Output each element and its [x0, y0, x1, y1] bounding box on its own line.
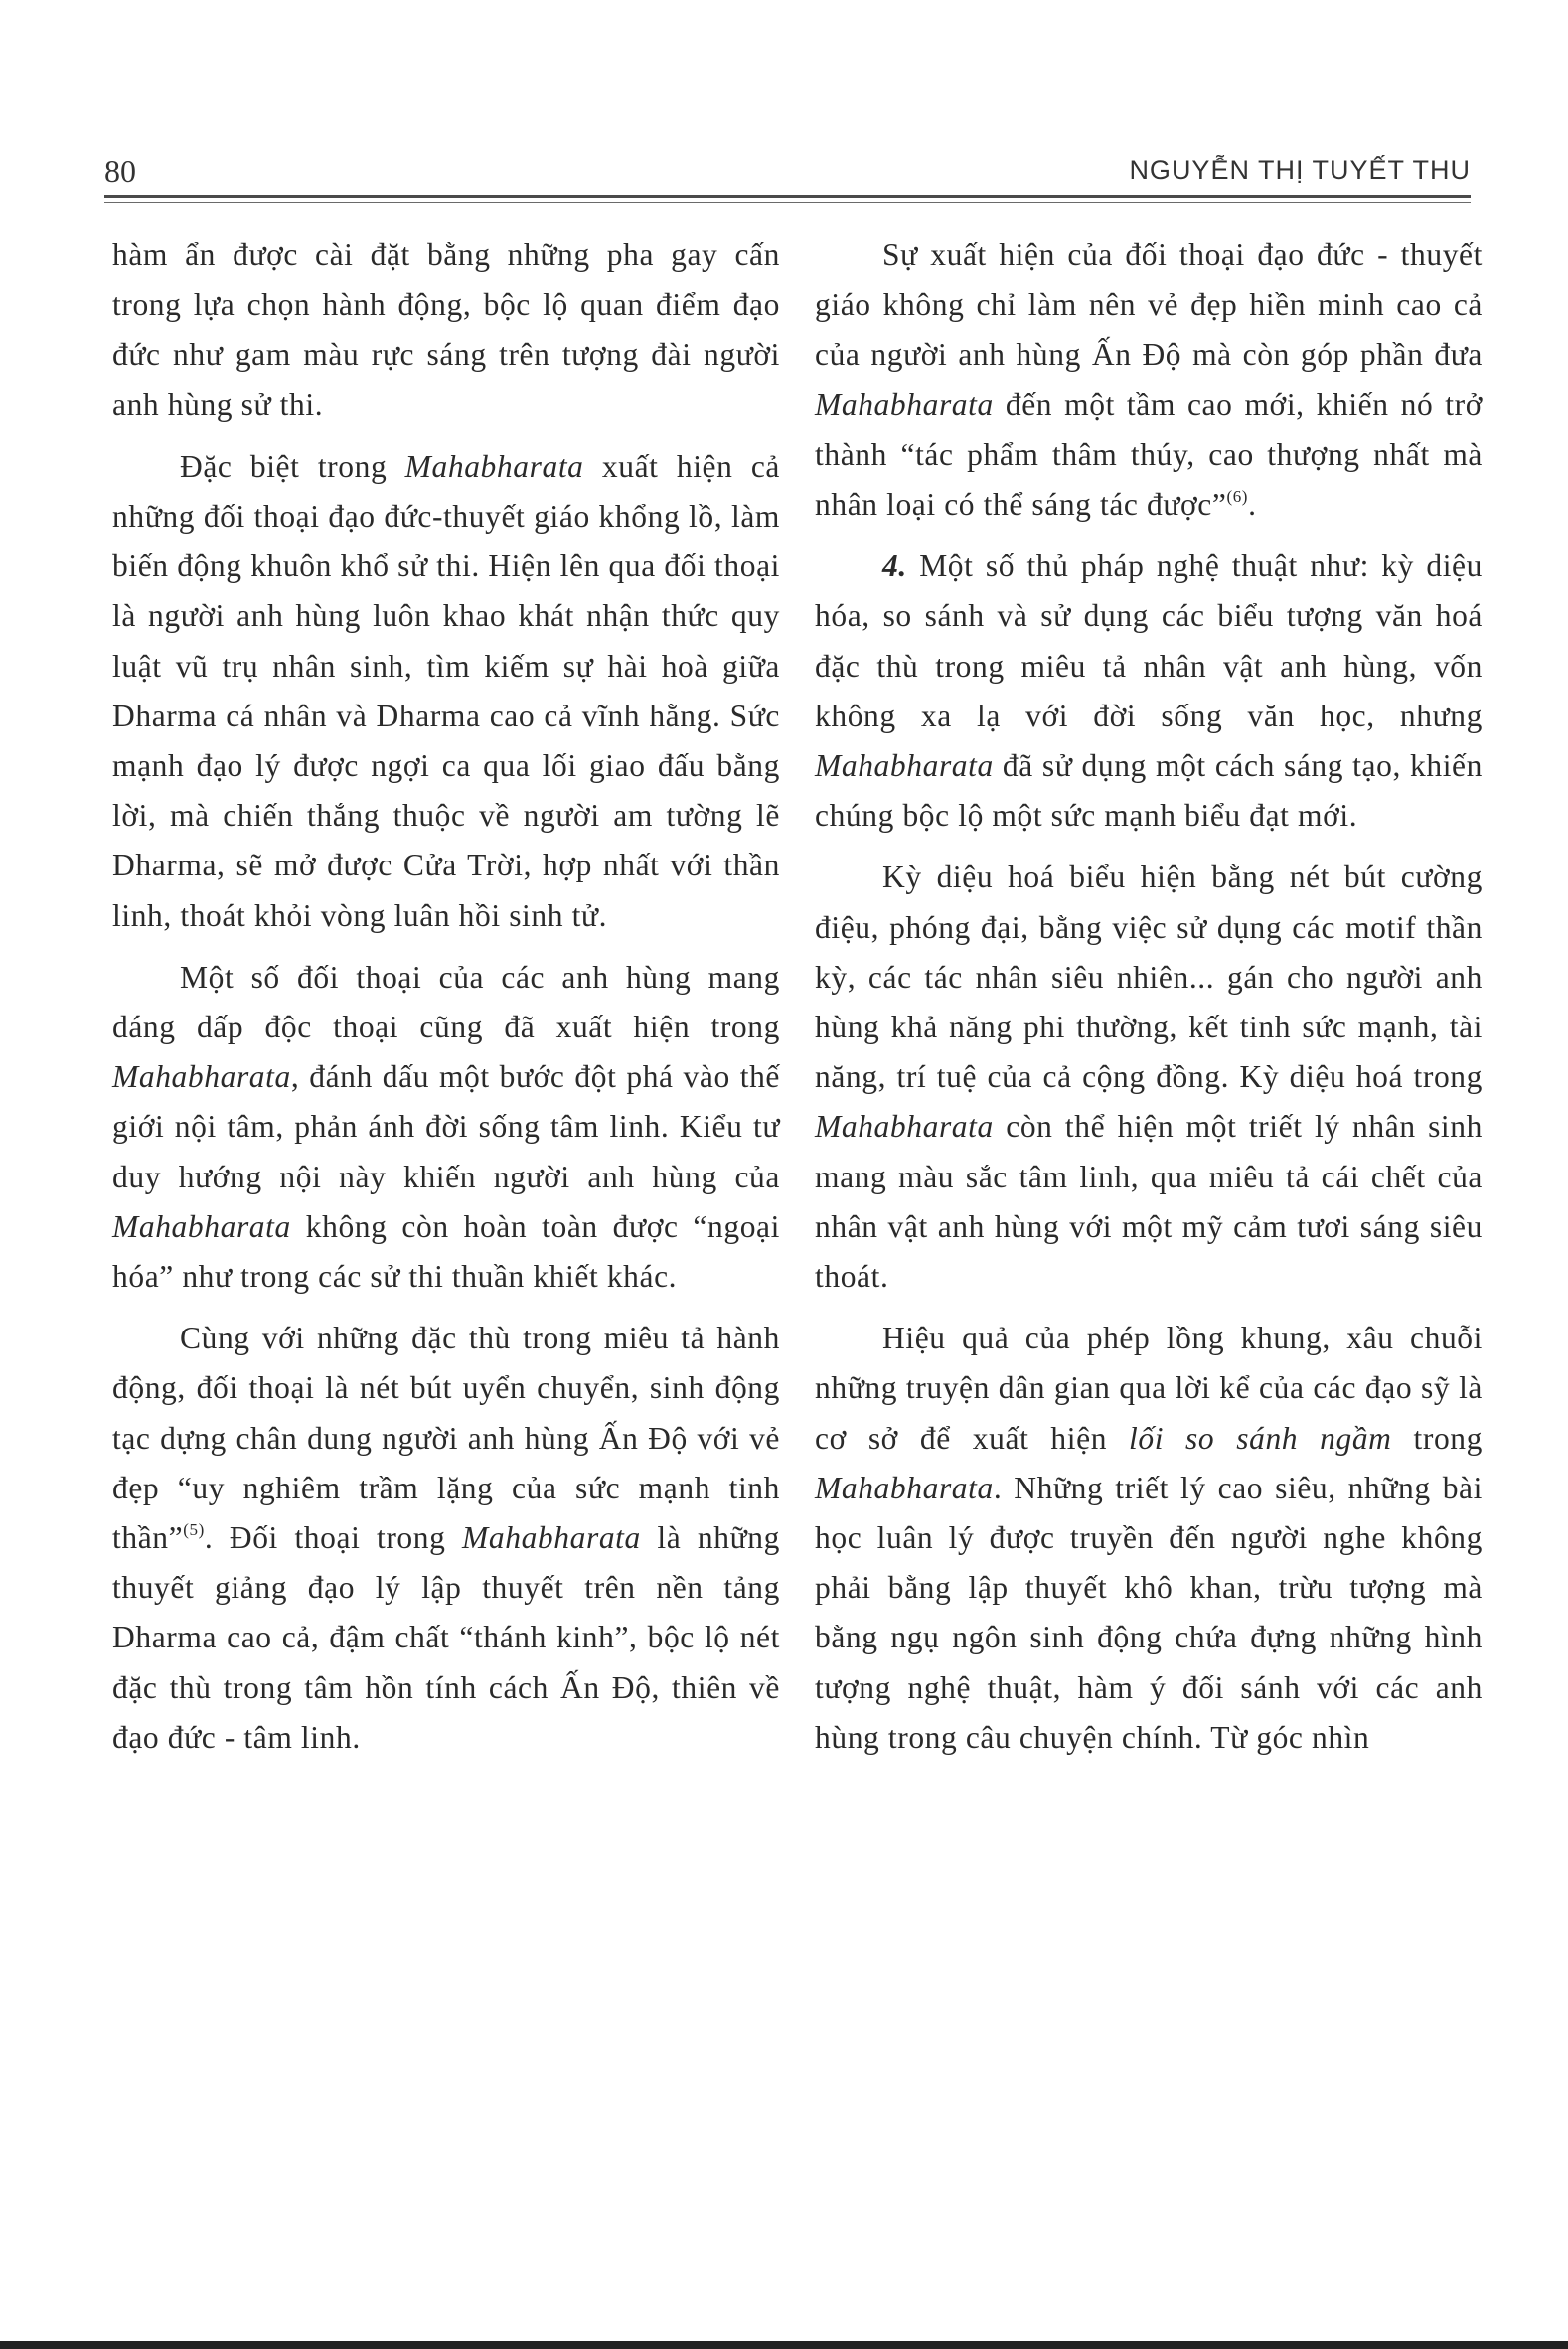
paragraph: Hiệu quả của phép lồng khung, xâu chuỗi những truyện dân gian qua lời kể của các đạo sỹ là cơ sở để xuất hiện lối so sánh ngầm trong Mahabharata. Những triết lý cao siêu, những bài học luân lý được truyền đến người nghe không phải bằng lập thuyết khô khan, trừu tượng mà bằng ngụ ngôn sinh động chứa đựng những hình tượng nghệ thuật, hàm ý đối sánh với các anh hùng trong câu chuyện chính. Từ góc nhìn: [815, 1321, 1483, 1755]
paragraph: hàm ẩn được cài đặt bằng những pha gay cấn trong lựa chọn hành động, bộc lộ quan điểm đạo đức như gam màu rực sáng trên tượng đài người anh hùng sử thi.: [112, 237, 780, 422]
page-number: 80: [104, 153, 136, 189]
left-column: [112, 231, 780, 1763]
paragraph: Sự xuất hiện của đối thoại đạo đức - thuyết giáo không chỉ làm nên vẻ đẹp hiền minh cao cả của người anh hùng Ấn Độ mà còn góp phần đưa Mahabharata đến một tầm cao mới, khiến nó trở thành “tác phẩm thâm thúy, cao thượng nhất mà nhân loại có thể sáng tác được”$^{(6)}$.: [815, 237, 1483, 523]
page-header: [104, 149, 1471, 193]
paragraph: Cùng với những đặc thù trong miêu tả hành động, đối thoại là nét bút uyển chuyển, sinh động tạc dựng chân dung người anh hùng Ấn Độ với vẻ đẹp “uy nghiêm trầm lặng của sức mạnh tinh thần”$^{(5)}$. Đối thoại trong Mahabharata là những thuyết giảng đạo lý lập thuyết trên nền tảng Dharma cao cả, đậm chất “thánh kinh”, bộc lộ nét đặc thù trong tâm hồn tính cách Ấn Độ, thiên về đạo đức - tâm linh.: [112, 1321, 780, 1755]
header-rule-thick: [104, 195, 1471, 198]
right-column: [815, 231, 1483, 1763]
running-head-author: NGUYỄN THỊ TUYẾT THU: [1129, 155, 1471, 185]
paragraph: Một số đối thoại của các anh hùng mang dáng dấp độc thoại cũng đã xuất hiện trong Mahabharata, đánh dấu một bước đột phá vào thế giới nội tâm, phản ánh đời sống tâm linh. Kiểu tư duy hướng nội này khiến người anh hùng của Mahabharata không còn hoàn toàn được “ngoại hóa” như trong các sử thi thuần khiết khác.: [112, 959, 780, 1295]
paragraph: 4. Một số thủ pháp nghệ thuật như: kỳ diệu hóa, so sánh và sử dụng các biểu tượng văn hoá đặc thù trong miêu tả nhân vật anh hùng, vốn không xa lạ với đời sống văn học, nhưng Mahabharata đã sử dụng một cách sáng tạo, khiến chúng bộc lộ một sức mạnh biểu đạt mới.: [815, 548, 1483, 834]
scan-bottom-edge: [0, 2341, 1568, 2349]
paragraph: Đặc biệt trong Mahabharata xuất hiện cả những đối thoại đạo đức-thuyết giáo khổng lồ, làm biến động khuôn khổ sử thi. Hiện lên qua đối thoại là người anh hùng luôn khao khát nhận thức quy luật vũ trụ nhân sinh, tìm kiếm sự hài hoà giữa Dharma cá nhân và Dharma cao cả vĩnh hằng. Sức mạnh đạo lý được ngợi ca qua lối giao đấu bằng lời, mà chiến thắng thuộc về người am tường lẽ Dharma, sẽ mở được Cửa Trời, hợp nhất với thần linh, thoát khỏi vòng luân hồi sinh tử.: [112, 448, 780, 933]
paragraph: Kỳ diệu hoá biểu hiện bằng nét bút cường điệu, phóng đại, bằng việc sử dụng các motif thần kỳ, các tác nhân siêu nhiên... gán cho người anh hùng khả năng phi thường, kết tinh sức mạnh, tài năng, trí tuệ của cả cộng đồng. Kỳ diệu hoá trong Mahabharata còn thể hiện một triết lý nhân sinh mang màu sắc tâm linh, qua miêu tả cái chết của nhân vật anh hùng với một mỹ cảm tươi sáng siêu thoát.: [815, 860, 1483, 1295]
header-rule-thin: [104, 202, 1471, 203]
